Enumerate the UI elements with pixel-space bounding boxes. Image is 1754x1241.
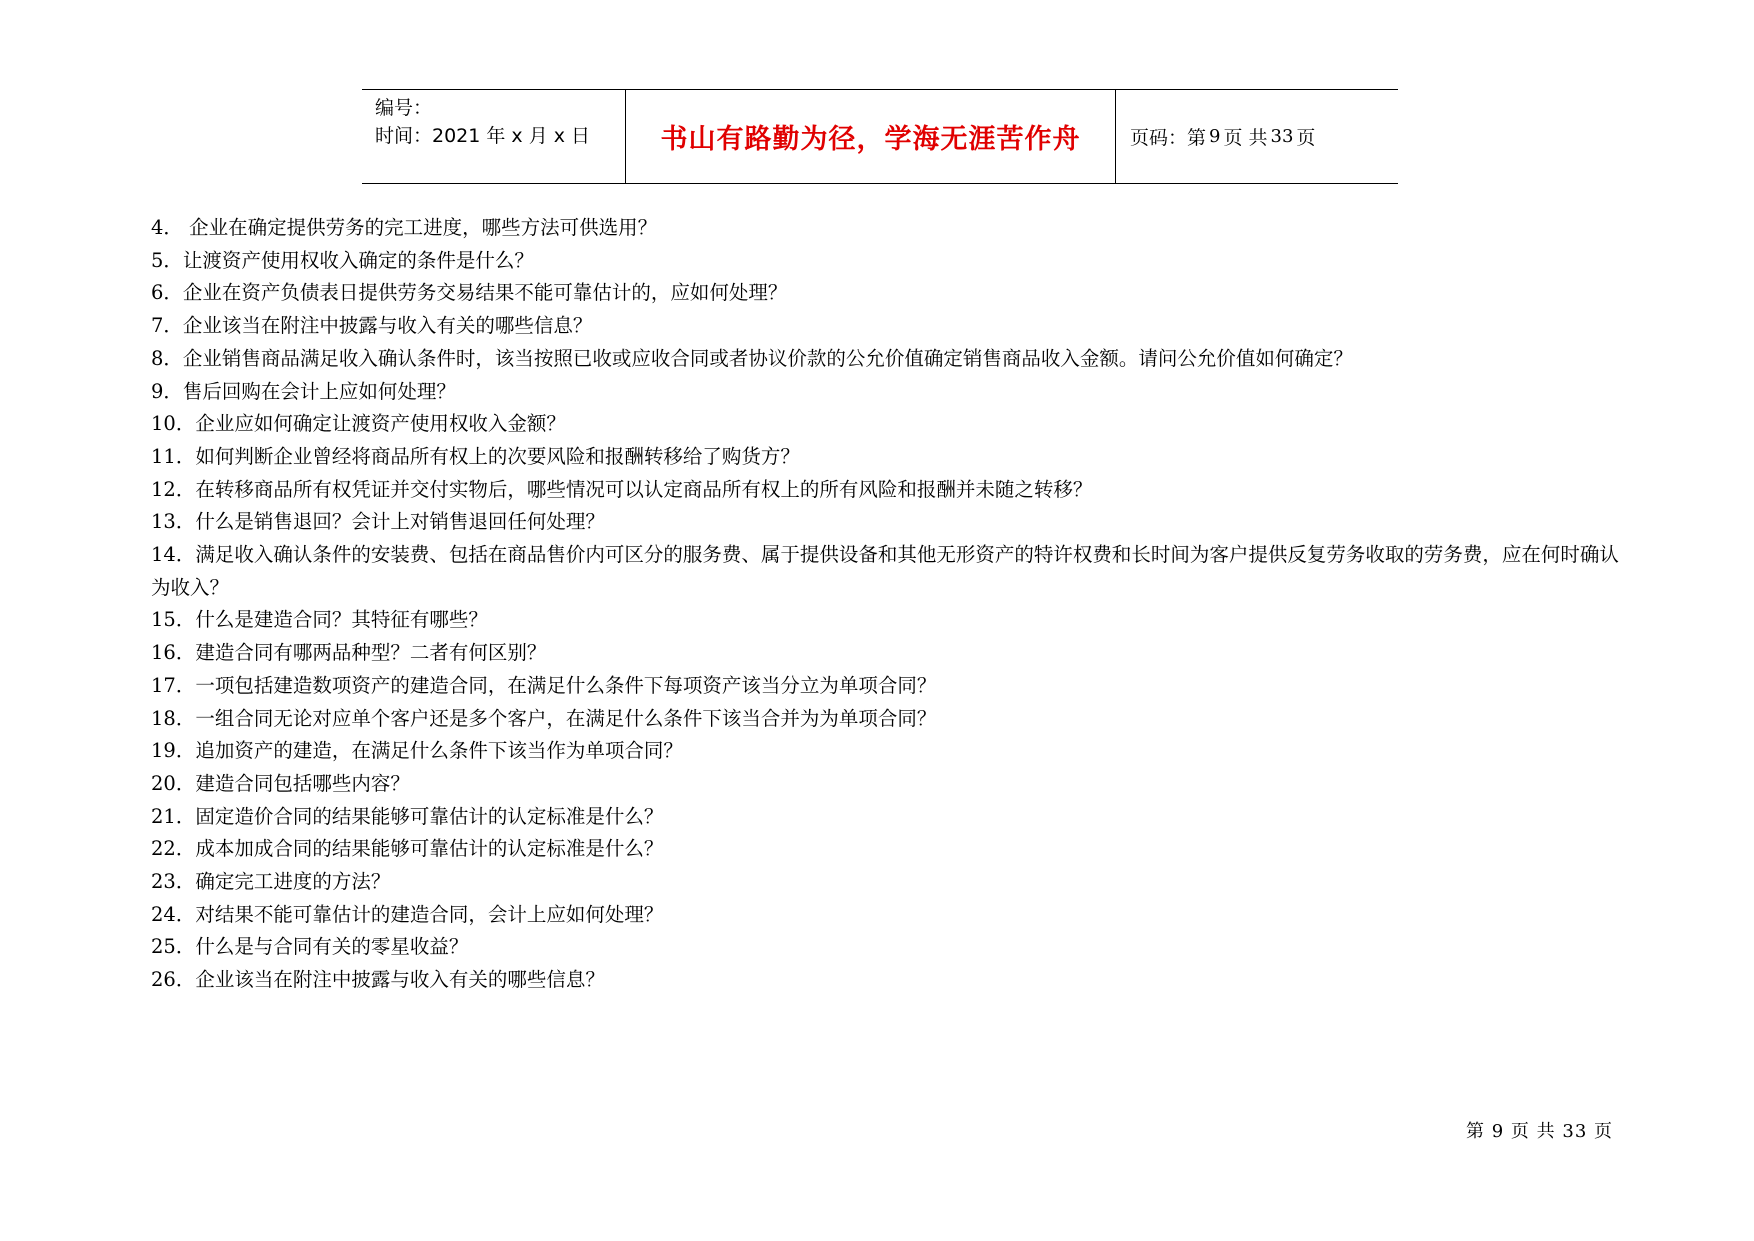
document-header <box>362 89 1398 184</box>
question-item: 8．企业销售商品满足收入确认条件时，该当按照已收或应收合同或者协议价款的公允价值确定销售商品收入金额。请问公允价值如何确定？ <box>151 346 1353 370</box>
page-suffix: 页 <box>1296 127 1316 149</box>
page-mid: 页 共 <box>1223 127 1268 149</box>
page-footer: 第 9 页 共 33 页 <box>1466 1121 1613 1142</box>
question-item: 19．追加资产的建造，在满足什么条件下该当作为单项合同？ <box>151 739 683 763</box>
question-item: 16．建造合同有哪两品种型？二者有何区别？ <box>151 641 547 665</box>
question-item: 9．售后回购在会计上应如何处理？ <box>151 379 456 403</box>
header-motto-cell <box>626 90 1116 183</box>
question-list <box>151 212 1621 997</box>
question-item: 21．固定造价合同的结果能够可靠估计的认定标准是什么？ <box>151 804 664 828</box>
question-item: 12．在转移商品所有权凭证并交付实物后，哪些情况可以认定商品所有权上的所有风险和报酬并未随之转移？ <box>151 477 1093 501</box>
page-current: 9 <box>1209 126 1221 147</box>
question-item: 22．成本加成合同的结果能够可靠估计的认定标准是什么？ <box>151 837 664 861</box>
question-item: 10．企业应如何确定让渡资产使用权收入金额？ <box>151 412 566 436</box>
question-item: 18．一组合同无论对应单个客户还是多个客户，在满足什么条件下该当合并为为单项合同？ <box>151 706 937 730</box>
question-item: 15．什么是建造合同？其特征有哪些？ <box>151 608 488 632</box>
question-item: 6．企业在资产负债表日提供劳务交易结果不能可靠估计的，应如何处理？ <box>151 281 788 305</box>
question-item: 14．满足收入确认条件的安装费、包括在商品售价内可区分的服务费、属于提供设备和其他无形资产的特许权费和长时间为客户提供反复劳务收取的劳务费，应在何时确认为收入？ <box>151 543 1619 599</box>
question-item: 7．企业该当在附注中披露与收入有关的哪些信息？ <box>151 314 593 338</box>
question-item: 24．对结果不能可靠估计的建造合同，会计上应如何处理？ <box>151 902 664 926</box>
question-item: 13．什么是销售退回？会计上对销售退回任何处理？ <box>151 510 605 534</box>
motto-text: 书山有路勤为径，学海无涯苦作舟 <box>660 124 1081 155</box>
header-page-cell <box>1116 90 1398 183</box>
page-prefix: 页码：第 <box>1130 127 1207 149</box>
question-item: 26．企业该当在附注中披露与收入有关的哪些信息？ <box>151 968 605 992</box>
question-item: 17．一项包括建造数项资产的建造合同，在满足什么条件下每项资产该当分立为单项合同？ <box>151 673 937 697</box>
number-label: 编号： <box>375 97 433 119</box>
question-item: 23．确定完工进度的方法？ <box>151 870 391 894</box>
question-item: 25．什么是与合同有关的零星收益？ <box>151 935 469 959</box>
question-item: 20．建造合同包括哪些内容？ <box>151 771 410 795</box>
question-item: 11．如何判断企业曾经将商品所有权上的次要风险和报酬转移给了购货方？ <box>151 444 800 468</box>
header-info-cell <box>362 90 626 183</box>
page-total: 33 <box>1270 126 1294 147</box>
question-item: 4． 企业在确定提供劳务的完工进度，哪些方法可供选用？ <box>151 216 658 239</box>
time-label: 时间：2021 年 x 月 x 日 <box>375 125 591 147</box>
question-item: 5．让渡资产使用权收入确定的条件是什么？ <box>151 248 534 272</box>
